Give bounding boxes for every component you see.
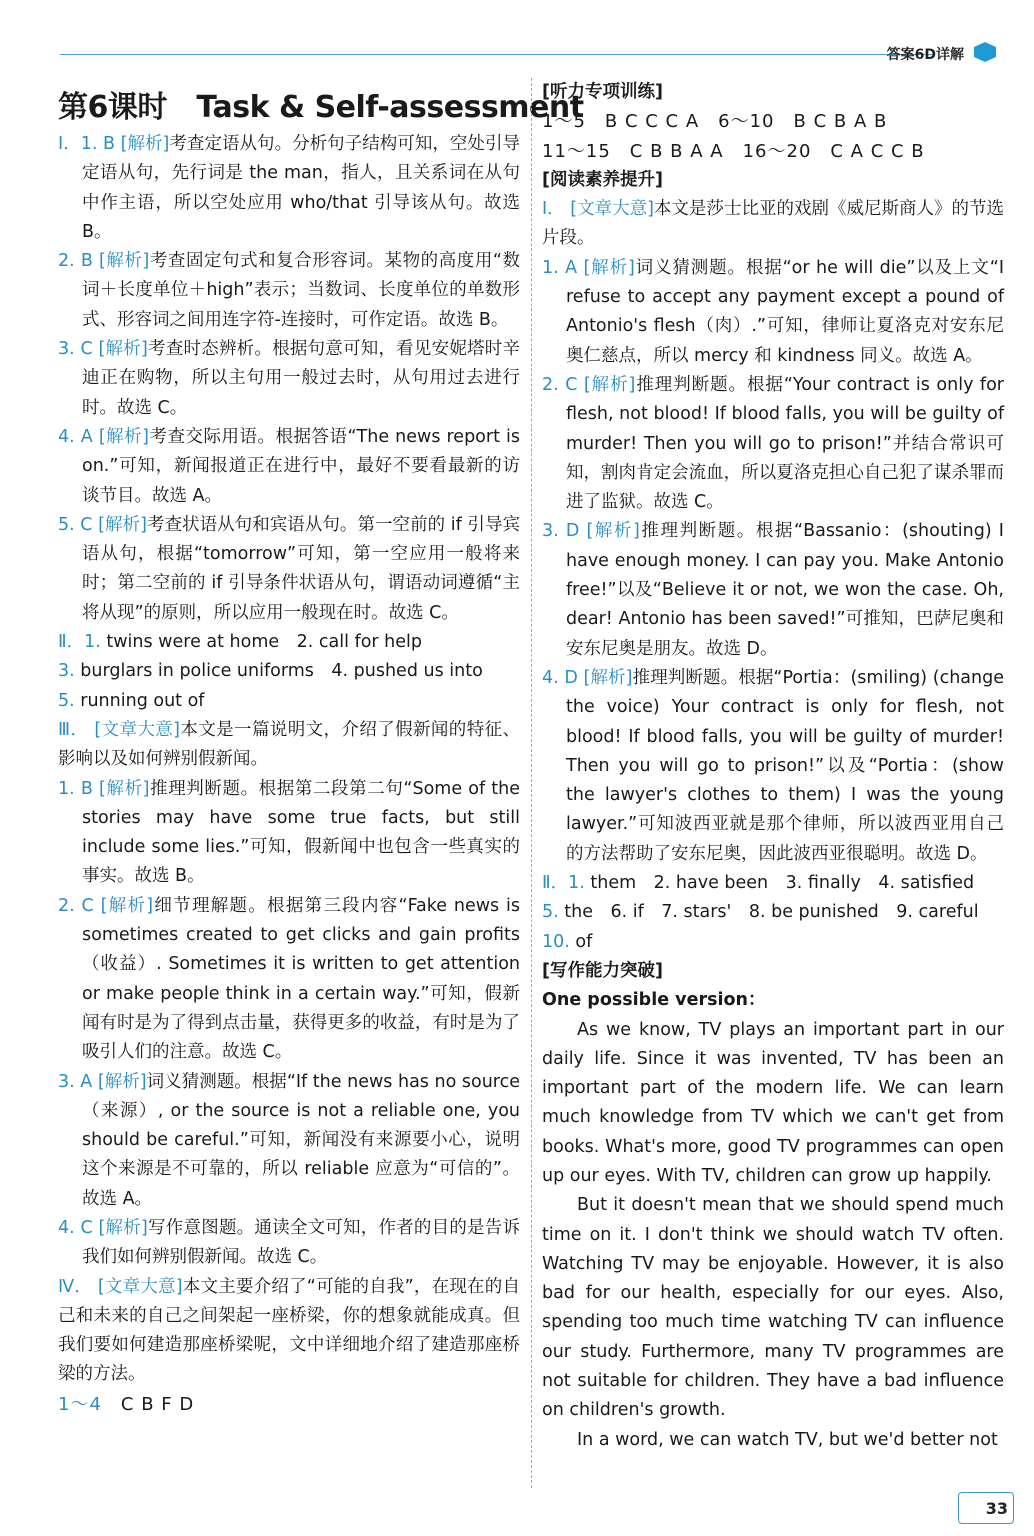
item-number: 3. C: [58, 339, 93, 360]
item-tag: [解析]: [120, 134, 170, 154]
item-number: 3. A: [58, 1071, 93, 1092]
item-number: 1. A: [542, 257, 578, 278]
item-text: 推理判断题。根据“Bassanio：(shouting) I have enough money. I can pay you. Make Antonio free!”以及“Believe it or not, we won the case. Oh, dear! Antonio has been saved!”可推知，巴萨尼奥和安东尼奥是朋友。故选 D。: [566, 521, 1004, 659]
item-number: 5. C: [58, 514, 93, 535]
reading-answers: [542, 195, 1004, 957]
item-tag: [文章大意]: [97, 1276, 183, 1297]
item-number: 10.: [542, 931, 570, 952]
item-number: Ⅱ．1.: [58, 632, 101, 653]
item-number: 1. B: [58, 778, 93, 799]
answer-item: [58, 657, 520, 686]
item-number: 4. D: [542, 667, 578, 688]
version-label: One possible version：: [542, 990, 766, 1011]
item-text: 考查固定句式和复合形容词。某物的高度用“数词＋长度单位＋high”表示；当数词、长度单位的单数形式、形容词之间用连字符-连接时，可作定语。故选 B。: [82, 251, 520, 330]
item-tag: [解析]: [100, 895, 154, 916]
answer-item: [542, 898, 1004, 927]
listening-heading: [听力专项训练]: [542, 82, 663, 102]
item-tag: [解析]: [97, 1071, 147, 1092]
item-number: Ⅰ．1. B: [58, 134, 116, 154]
item-tag: [解析]: [583, 374, 636, 395]
item-number: Ⅰ．: [542, 199, 565, 220]
answer-item: [58, 716, 520, 775]
item-text: 推理判断题。根据第二段第二句“Some of the stories may have some true facts, but still include some lies.”可知，假新闻中也包含一些真实的事实。故选 B。: [82, 778, 521, 887]
item-number: 5.: [58, 690, 75, 711]
answer-item: [542, 928, 1004, 957]
item-text: running out of: [74, 690, 205, 711]
answer-item: [58, 130, 520, 247]
answer-item: [542, 254, 1004, 371]
item-text: 词义猜测题。根据“or he will die”以及上文“I refuse to accept any payment except a pound of Antonio's flesh（肉）.”可知，律师让夏洛克对安东尼奥仁慈点，所以 mercy 和 kindness 同义。故选 A。: [566, 257, 1004, 366]
item-number: 2. B: [58, 251, 93, 272]
item-tag: [文章大意]: [94, 719, 180, 740]
answer-item: [58, 1068, 520, 1214]
header-rule: [60, 54, 935, 55]
item-number: 4. A: [58, 426, 93, 447]
item-tag: [解析]: [98, 514, 147, 535]
answer-item: [542, 517, 1004, 663]
item-text: 考查状语从句和宾语从句。第一空前的 if 引导宾语从句，根据“tomorrow”可知，第一空应用一般将来时；第二空前的 if 引导条件状语从句，谓语动词遵循“主将从现”的原则，所以应用一般现在时。故选 C。: [82, 514, 520, 623]
item-text: of: [569, 931, 593, 952]
listening-answers-1: 1～5 B C C C A 6～10 B C B A B: [542, 111, 888, 133]
header-label: 答案6D详解: [886, 47, 964, 63]
item-number: 2. C: [58, 895, 94, 916]
page-title: 第6课时 Task & Self-assessment: [58, 90, 584, 125]
item-number: 4. C: [58, 1217, 93, 1238]
item-text: twins were at home 2. call for help: [100, 632, 423, 653]
item-tag: [解析]: [98, 251, 150, 272]
answer-item: [58, 511, 520, 628]
cube-icon: [974, 42, 996, 62]
answer-item: [542, 371, 1004, 517]
item-tag: [解析]: [583, 667, 633, 688]
writing-heading: [写作能力突破]: [542, 960, 663, 981]
item-number: 3. D: [542, 521, 580, 542]
item-text: 词义猜测题。根据“If the news has no source（来源）, or the source is not a reliable one, you should be careful.”可知，新闻没有来源要小心，说明这个来源是不可靠的，所以 reliable 应意为“可信的”。故选 A。: [82, 1071, 520, 1209]
answer-item: [58, 1273, 520, 1390]
listening-answers-2: 11～15 C B B A A 16～20 C A C C B: [542, 140, 925, 162]
item-text: 细节理解题。根据第三段内容“Fake news is sometimes created to get clicks and gain profits（收益）. Sometimes it is written to get attention or make people think in a certain way.”可知，假新闻有时是为了得到点击量，获得更多的收益，有时是为了吸引人们的注意。故选 C。: [82, 895, 520, 1063]
answer-item: [58, 892, 520, 1068]
item-tag: [解析]: [99, 778, 150, 799]
essay-paragraph-1: As we know, TV plays an important part in our daily life. Since it was invented, TV has been an important part of the modern life. We can learn much knowledge from TV which we can't get from books. What's more, good TV programmes can open up our eyes. With TV, children can grow up happily.: [542, 1019, 1004, 1186]
item-tag: [解析]: [98, 339, 148, 360]
answer-item: [58, 687, 520, 716]
reading-heading: [阅读素养提升]: [542, 169, 663, 190]
answer-item: [542, 664, 1004, 869]
item-text: 本文是一篇说明文，介绍了假新闻的特征、影响以及如何辨别假新闻。: [58, 719, 520, 770]
item-text: them 2. have been 3. finally 4. satisfied: [584, 873, 975, 894]
answer-item: [58, 1214, 520, 1273]
column-divider: [531, 78, 532, 1488]
answer-item: [58, 335, 520, 423]
essay-paragraph-2: But it doesn't mean that we should spend much time on it. I don't think we should watch TV often. Watching TV may be enjoyable. However, it is also bad for our health, especially for our eyes. Also, spending too much time watching TV can influence our study. Furthermore, many TV programmes are not suitable for children. They have a bad influence on children's growth.: [542, 1195, 1004, 1421]
item-number: 2. C: [542, 374, 578, 395]
item-text: 写作意图题。通读全文可知，作者的目的是告诉我们如何辨别假新闻。故选 C。: [82, 1217, 520, 1268]
item-tag: [解析]: [586, 521, 640, 542]
item-text: the 6. if 7. stars' 8. be punished 9. careful: [558, 902, 979, 923]
right-column: [542, 78, 1004, 1455]
item-text: 推理判断题。根据“Portia：(smiling) (change the voice) Your contract is only for flesh, not blood! If blood falls, you will be guilty of murder! Then you will go to prison!”以及“Portia：(show the lawyer's clothes to them) I was the young lawyer.”可知波西亚就是那个律师，所以波西亚用自己的方法帮助了安东尼奥，因此波西亚很聪明。故选 D。: [566, 667, 1004, 864]
item-tag: [文章大意]: [570, 199, 654, 220]
answer-item: [542, 869, 1004, 898]
page-number: 33: [985, 1499, 1008, 1518]
answer-item: [58, 628, 520, 657]
item-text: 考查交际用语。根据答语“The news report is on.”可知，新闻报道正在进行中，最好不要看最新的访谈节目。故选 A。: [82, 426, 520, 506]
answer-item: [58, 1390, 520, 1419]
item-text: 本文主要介绍了“可能的自我”，在现在的自己和未来的自己之间架起一座桥梁，你的想象就能成真。但我们要如何建造那座桥梁呢，文中详细地介绍了建造那座桥梁的方法。: [58, 1276, 520, 1385]
answer-item: [542, 195, 1004, 254]
item-text: C B F D: [101, 1393, 195, 1415]
item-number: 3.: [58, 661, 75, 682]
item-number: 5.: [542, 902, 559, 923]
left-answers: [58, 130, 520, 1419]
answer-item: [58, 423, 520, 511]
answer-item: [58, 247, 520, 335]
item-number: Ⅱ．1.: [542, 873, 585, 894]
item-text: burglars in police uniforms 4. pushed us into: [74, 661, 483, 682]
item-number: 1～4: [58, 1393, 102, 1415]
item-text: 推理判断题。根据“Your contract is only for flesh, not blood! If blood falls, you will be guilty of murder! Then you will go to prison!”并结合常识可知，割肉肯定会流血，所以夏洛克担心自己犯了谋杀罪而进了监狱。故选 C。: [566, 374, 1004, 513]
answer-item: [58, 775, 520, 892]
item-number: Ⅳ．: [58, 1276, 93, 1297]
item-number: Ⅲ．: [58, 719, 89, 740]
essay-paragraph-3: In a word, we can watch TV, but we'd better not: [577, 1429, 998, 1450]
item-tag: [解析]: [98, 426, 149, 447]
item-text: 考查时态辨析。根据句意可知，看见安妮塔时辛迪正在购物，所以主句用一般过去时，从句用过去进行时。故选 C。: [82, 339, 520, 418]
item-tag: [解析]: [98, 1217, 148, 1238]
item-tag: [解析]: [583, 257, 635, 278]
item-text: 考查定语从句。分析句子结构可知，空处引导定语从句，先行词是 the man，指人，且关系词在从句中作主语，所以空处应用 who/that 引导该从句。故选 B。: [82, 134, 520, 242]
item-text: 本文是莎士比亚的戏剧《威尼斯商人》的节选片段。: [542, 199, 1004, 249]
